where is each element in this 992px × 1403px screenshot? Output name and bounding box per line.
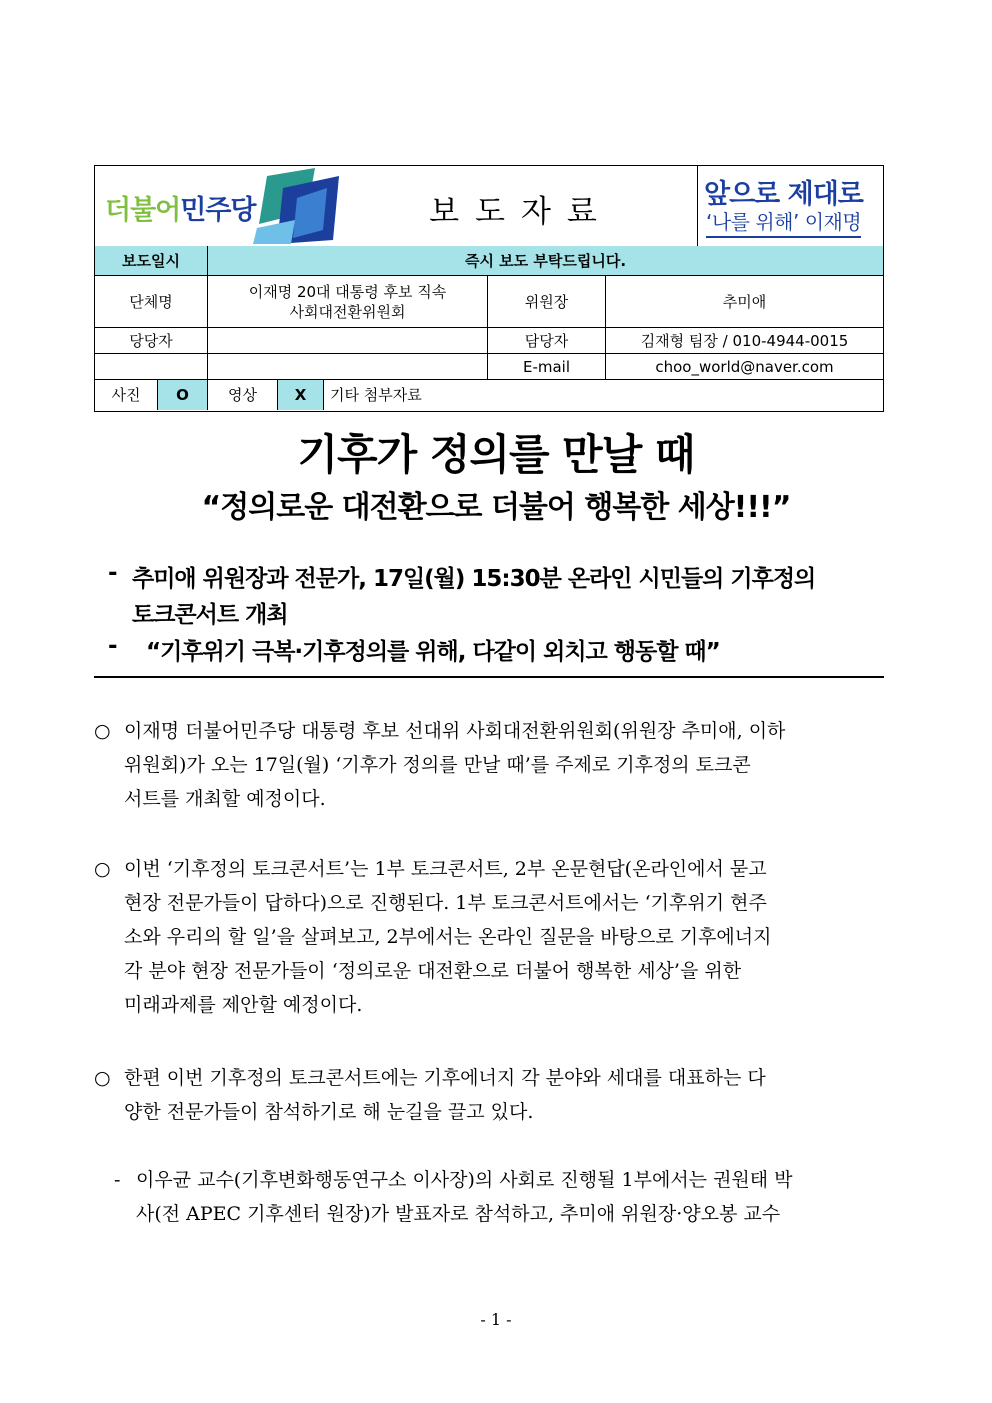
bullet-circle: ○ [94, 720, 111, 742]
paragraph-2-line: 현장 전문가들이 답하다)으로 진행된다. 1부 토크콘서트에서는 ‘기후위기 현주 [124, 892, 767, 914]
summary1-line2: 토크콘서트 개최 [132, 602, 288, 628]
contact-label-left: 당당자 [129, 331, 173, 350]
paragraph-1-line: 위원회)가 오는 17일(월) ‘기후가 정의를 만날 때’를 주제로 기후정의 토크콘 [124, 754, 751, 776]
paragraph-3-text [94, 1061, 896, 1129]
paragraph-2-text [94, 852, 896, 1022]
paragraph-2-line: 각 분야 현장 전문가들이 ‘정의로운 대전환으로 더불어 행복한 세상’을 위한 [124, 960, 742, 982]
press-release-header [94, 165, 884, 412]
paragraph-3 [94, 1061, 896, 1129]
party-emblem-icon [253, 168, 339, 244]
headline-rule [94, 676, 884, 678]
paragraph-1-text [94, 714, 896, 816]
email-empty-middle [207, 354, 487, 379]
paragraph-2 [94, 852, 896, 1022]
contact-label-right: 담당자 [487, 328, 605, 353]
email-value: choo_world@naver.com [605, 354, 883, 379]
paragraph-1-line: 이재명 더불어민주당 대통령 후보 선대위 사회대전환위원회(위원장 추미애, 이하 [124, 720, 786, 742]
doc-title: 보도자료 [429, 194, 613, 230]
campaign-slogan [697, 166, 884, 246]
party-logo [95, 166, 345, 246]
summary1-line1: 추미애 위원장과 전문가, 17일(월) 15:30분 온라인 시민들의 기후정의 [132, 566, 816, 592]
bullet-dash: - [114, 1169, 121, 1191]
contact-value-right: 김재형 팀장 / 010-4944-0015 [605, 328, 883, 353]
chair-value: 추미애 [605, 276, 883, 327]
org-row [95, 276, 883, 328]
release-label: 보도일시 [95, 246, 207, 275]
contact-value-left [207, 328, 487, 353]
paragraph-1 [94, 714, 896, 816]
photo-value: O [157, 380, 207, 410]
bullet-circle: ○ [94, 858, 111, 880]
slogan-line2: ‘나를 위해’ 이재명 [706, 206, 861, 238]
video-label: 영상 [207, 380, 277, 410]
chair-label: 위원장 [487, 276, 605, 327]
slogan-line1: 앞으로 제대로 [704, 179, 863, 210]
photo-label: 사진 [111, 386, 141, 404]
bullet-1 [114, 1163, 896, 1231]
summary1-dash: - [108, 560, 117, 586]
party-logo-text [105, 188, 256, 227]
attachment-row [95, 380, 883, 410]
attach-label: 기타 첨부자료 [323, 380, 883, 410]
summary2: “기후위기 극복·기후정의를 위해, 다같이 외치고 행동할 때” [146, 639, 720, 665]
bullet-1-line: 이우균 교수(기후변화행동연구소 이사장)의 사회로 진행될 1부에서는 권원태 박 [136, 1169, 793, 1191]
party-logo-part1: 더불어 [105, 195, 181, 226]
paragraph-2-line: 소와 우리의 할 일’을 살펴보고, 2부에서는 온라인 질문을 바탕으로 기후에너지 [124, 926, 772, 948]
release-row [95, 246, 883, 276]
email-empty-left [95, 354, 207, 379]
email-row [95, 354, 883, 380]
bullet-1-line: 사(전 APEC 기후센터 원장)가 발표자로 참석하고, 추미애 위원장·양오봉 교수 [136, 1203, 781, 1225]
paragraph-2-line: 이번 ‘기후정의 토크콘서트’는 1부 토크콘서트, 2부 온문현답(온라인에서 묻고 [124, 858, 767, 880]
bullet-circle: ○ [94, 1067, 111, 1089]
header-top-row [95, 166, 883, 247]
contact-row [95, 328, 883, 354]
release-value: 즉시 보도 부탁드립니다. [207, 246, 883, 275]
paragraph-1-line: 서트를 개최할 예정이다. [124, 788, 326, 810]
doc-title-cell [345, 166, 697, 246]
paragraph-2-line: 미래과제를 제안할 예정이다. [124, 994, 363, 1016]
paragraph-3-line: 양한 전문가들이 참석하기로 해 눈길을 끌고 있다. [124, 1101, 534, 1123]
email-label: E-mail [487, 354, 605, 379]
headline-subtitle: “정의로운 대전환으로 더불어 행복한 세상!!!” [201, 490, 791, 525]
org-label: 단체명 [129, 292, 173, 311]
video-value: X [277, 380, 323, 410]
paragraph-3-line: 한편 이번 기후정의 토크콘서트에는 기후에너지 각 분야와 세대를 대표하는 다 [124, 1067, 766, 1089]
summary2-dash: - [108, 633, 117, 659]
org-value-line2: 사회대전환위원회 [289, 302, 406, 321]
page-number: - 1 - [480, 1310, 512, 1329]
bullet-1-text [114, 1163, 896, 1231]
org-value-line1: 이재명 20대 대통령 후보 직속 [248, 282, 447, 301]
party-logo-part2: 민주당 [180, 195, 256, 226]
org-value [207, 276, 487, 327]
headline-title: 기후가 정의를 만날 때 [297, 430, 695, 479]
